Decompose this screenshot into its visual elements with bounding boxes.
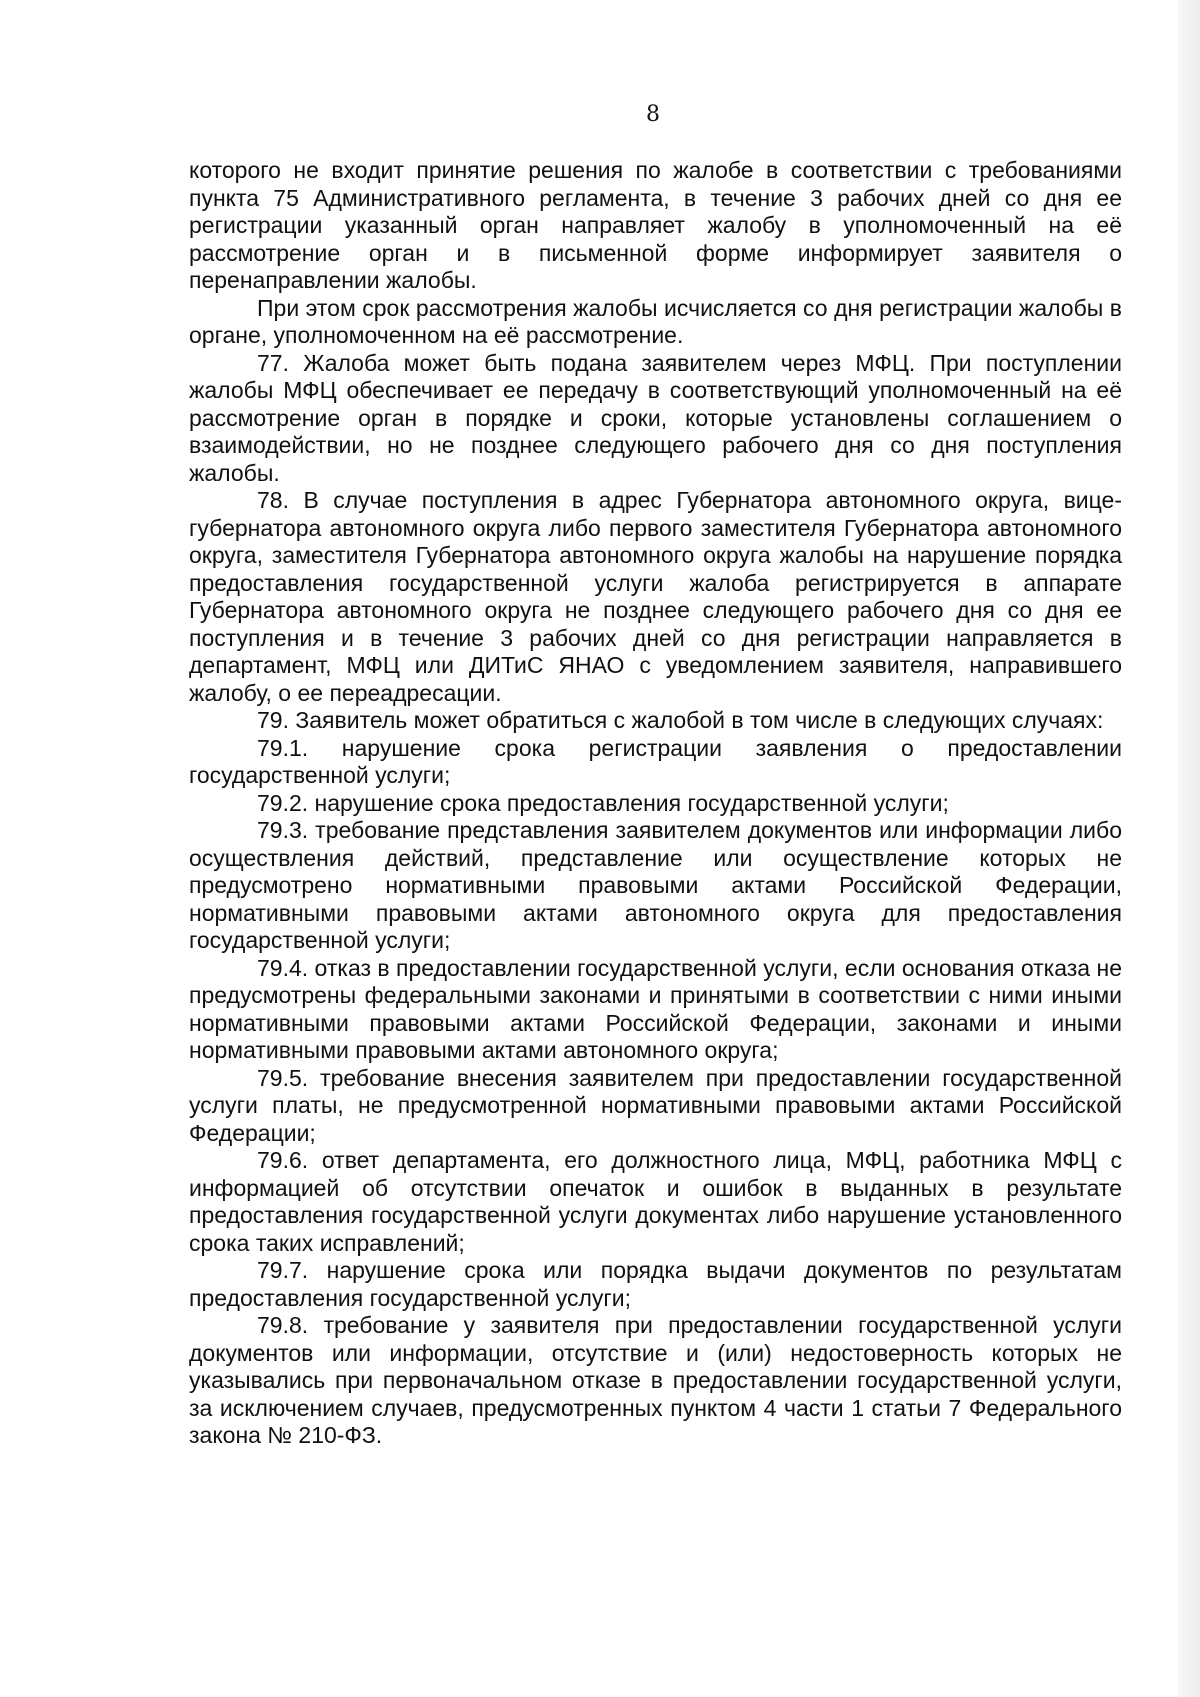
scan-edge-shadow [1178,0,1200,1697]
paragraph-79-7: 79.7. нарушение срока или порядка выдачи документов по результатам предоставления государственной услуги; [189,1257,1122,1311]
paragraph-review-term: При этом срок рассмотрения жалобы исчисляется со дня регистрации жалобы в органе, уполномоченном на её рассмотрение. [189,294,1122,348]
paragraph-79-2: 79.2. нарушение срока предоставления государственной услуги; [257,789,949,816]
paragraph-79-8: 79.8. требование у заявителя при предоставлении государственной услуги документов или информации, отсутствие и (или) недостоверность которых не указывались при первоначальном отказе в предоставлении государственной услуги, за исключением случаев, предусмотренных пунктом 4 части 1 статьи 7 Федерального закона № 210-ФЗ. [189,1312,1122,1448]
paragraph-77: 77. Жалоба может быть подана заявителем через МФЦ. При поступлении жалобы МФЦ обеспечивает ее передачу в соответствующий уполномоченный на её рассмотрение орган в порядке и сроки, которые установлены соглашением о взаимодействии, но не позднее следующего рабочего дня со дня поступления жалобы. [189,349,1122,486]
paragraph-continuation: которого не входит принятие решения по жалобе в соответствии с требованиями пункта 75 Административного регламента, в течение 3 рабочих дней со дня ее регистрации указанный орган направляет жалобу в уполномоченный на её рассмотрение орган и в письменной форме информирует заявителя о перенаправлении жалобы. [189,157,1122,293]
paragraph-79-6: 79.6. ответ департамента, его должностного лица, МФЦ, работника МФЦ с информацией об отсутствии опечаток и ошибок в выданных в результате предоставления государственной услуги документах либо нарушение установленного срока таких исправлений; [189,1147,1122,1256]
paragraph-78: 78. В случае поступления в адрес Губернатора автономного округа, вице-губернатора автономного округа либо первого заместителя Губернатора автономного округа, заместителя Губернатора автономного округа жалобы на нарушение порядка предоставления государственной услуги жалоба регистрируется в аппарате Губернатора автономного округа не позднее следующего рабочего дня со дня ее поступления и в течение 3 рабочих дней со дня регистрации направляется в департамент, МФЦ или ДИТиС ЯНАО с уведомлением заявителя, направившего жалобу, о ее переадресации. [189,487,1122,706]
paragraph-79-1: 79.1. нарушение срока регистрации заявления о предоставлении государственной услуги; [189,734,1122,788]
paragraph-79-4: 79.4. отказ в предоставлении государственной услуги, если основания отказа не предусмотрены федеральными законами и принятыми в соответствии с ними иными нормативными правовыми актами Российской Федерации, законами и иными нормативными правовыми актами автономного округа; [189,954,1122,1063]
paragraph-79-5: 79.5. требование внесения заявителем при предоставлении государственной услуги платы, не предусмотренной нормативными правовыми актами Российской Федерации; [189,1064,1122,1146]
paragraph-79: 79. Заявитель может обратиться с жалобой в том числе в следующих случаях: [257,707,1104,733]
page-number: 8 [646,102,660,127]
document-body [189,157,1122,1450]
paragraph-79-3: 79.3. требование представления заявителем документов или информации либо осуществления действий, представление или осуществление которых не предусмотрено нормативными правовыми актами Российской Федерации, нормативными правовыми актами автономного округа для предоставления государственной услуги; [189,817,1122,953]
